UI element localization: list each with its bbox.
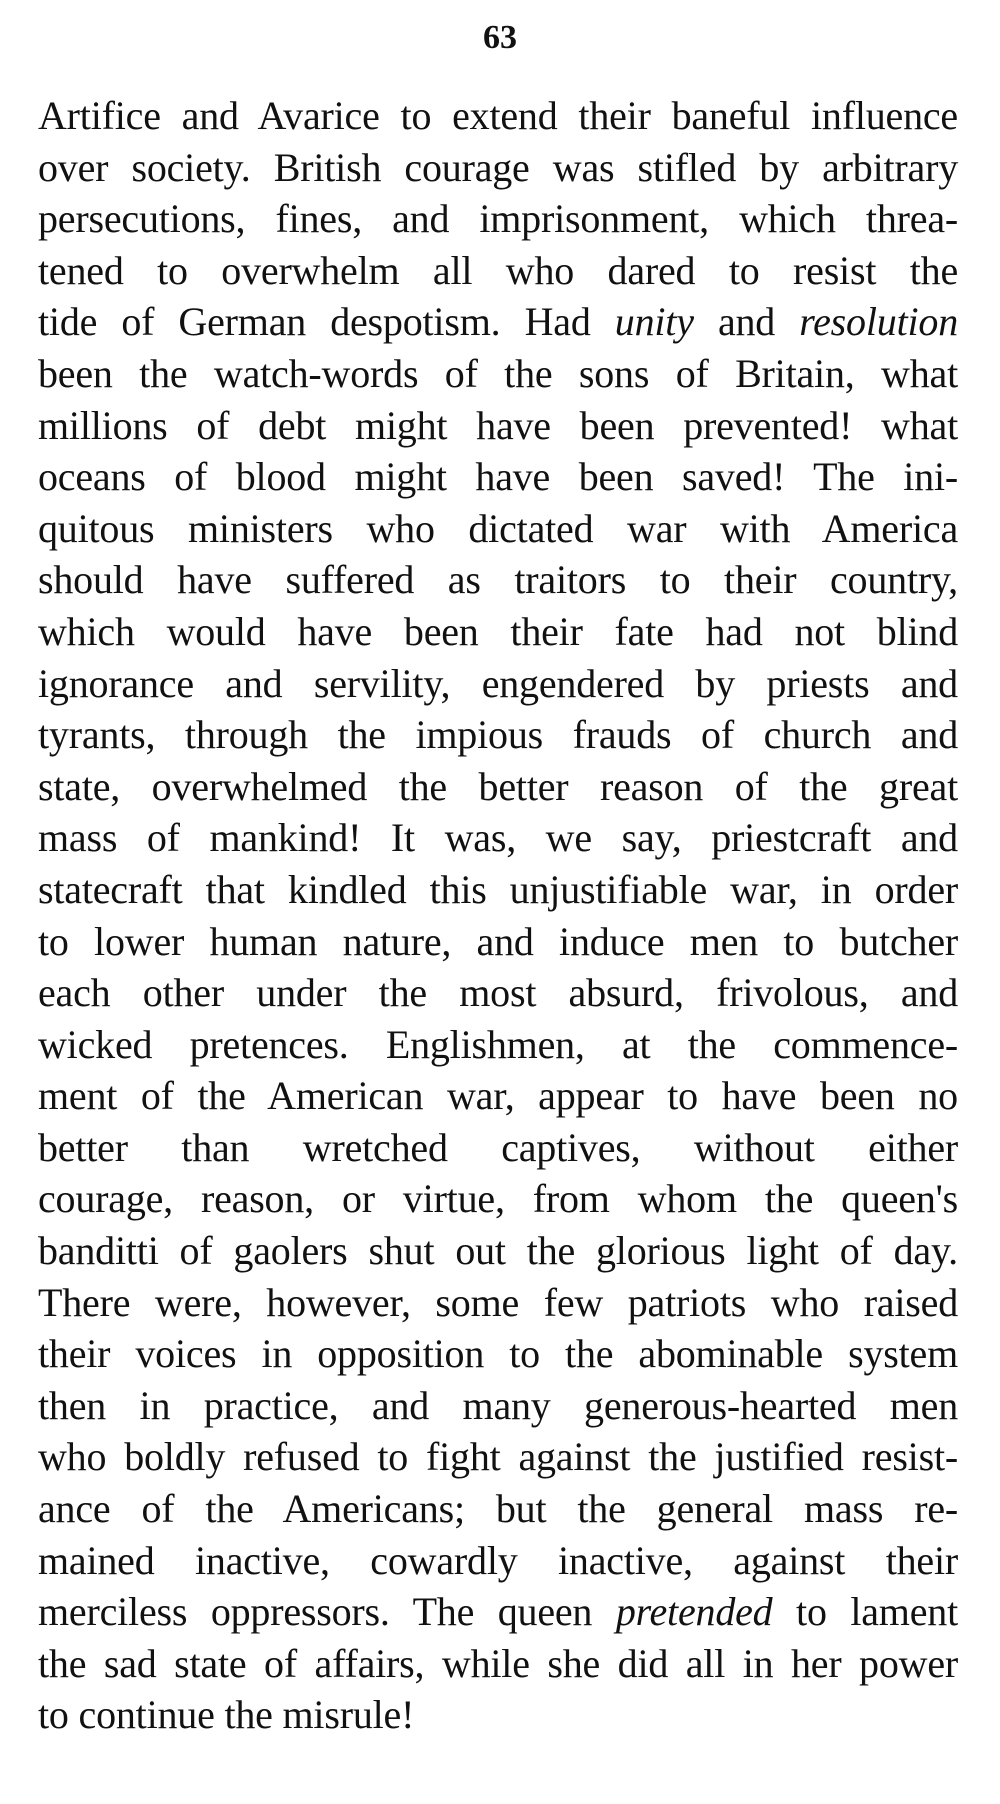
text-line: tyrants, through the impious frauds of church and (38, 712, 958, 758)
text-line: which would have been their fate had not blind (38, 608, 958, 654)
text-line: oceans of blood might have been saved! The ini- (38, 454, 958, 500)
italic-emphasis: pretended (615, 1589, 773, 1635)
text-line (38, 1586, 958, 1638)
text-line: over society. British courage was stifled by arbitrary (38, 144, 958, 190)
text-line: courage, reason, or virtue, from whom the queen's (38, 1176, 958, 1222)
text-line: then in practice, and many generous-hearted men (38, 1382, 958, 1428)
text-line: been the watch-words of the sons of Britain, what (38, 350, 958, 396)
text-line: Artifice and Avarice to extend their baneful influence (38, 93, 958, 138)
text-line: There were, however, some few patriots who raised (38, 1279, 958, 1325)
text-line: ignorance and servility, engendered by priests and (38, 660, 958, 706)
text-line: state, overwhelmed the better reason of the great (38, 763, 958, 809)
text-line: their voices in opposition to the abominable system (38, 1331, 958, 1377)
text-line: should have suffered as traitors to their country, (38, 557, 958, 603)
text-line: mass of mankind! It was, we say, priestcraft and (38, 815, 958, 861)
text-segment: tide of German despotism. Had (38, 299, 615, 345)
italic-emphasis: resolution (799, 299, 958, 345)
text-line (38, 296, 958, 348)
text-line: who boldly refused to fight against the justified resist- (38, 1434, 958, 1480)
text-line: better than wretched captives, without either (38, 1124, 958, 1170)
text-line: persecutions, fines, and imprisonment, which threa- (38, 196, 958, 242)
text-line: to lower human nature, and induce men to butcher (38, 918, 958, 964)
text-line: banditti of gaolers shut out the glorious light of day. (38, 1228, 958, 1274)
text-line: tened to overwhelm all who dared to resist the (38, 247, 958, 293)
text-line: statecraft that kindled this unjustifiable war, in order (38, 866, 958, 912)
text-line: ance of the Americans; but the general mass re- (38, 1486, 958, 1532)
text-line: millions of debt might have been prevented! what (38, 402, 958, 448)
page-number: 63 (483, 19, 517, 56)
text-line: to continue the misrule! (38, 1692, 415, 1738)
text-segment: to lament (772, 1589, 958, 1635)
text-line: mained inactive, cowardly inactive, against their (38, 1537, 958, 1583)
text-line: the sad state of affairs, while she did all in her power (38, 1640, 958, 1686)
text-segment: merciless oppressors. The queen (38, 1589, 616, 1635)
body-text (38, 90, 958, 1741)
text-segment: and (693, 299, 800, 345)
text-line: ment of the American war, appear to have been no (38, 1073, 958, 1119)
text-line: each other under the most absurd, frivolous, and (38, 970, 958, 1016)
italic-emphasis: unity (614, 299, 694, 345)
text-line: quitous ministers who dictated war with America (38, 505, 958, 551)
text-line: wicked pretences. Englishmen, at the commence- (38, 1021, 958, 1067)
